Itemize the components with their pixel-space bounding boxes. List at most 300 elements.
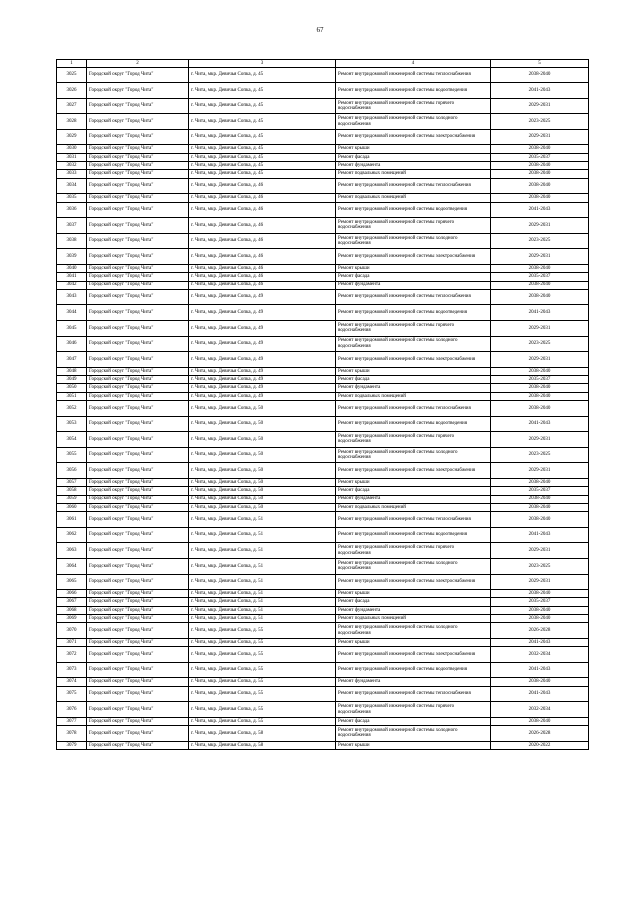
work-type-cell: Ремонт внутридомовой инженерной системы горячего водоснабжения [336,543,491,559]
column-header-5: 5 [491,60,589,68]
work-type-cell: Ремонт крыши [336,590,491,598]
municipality-cell: Городской округ "Город Чита" [87,178,189,194]
table-row [57,336,589,352]
table-row [57,249,589,265]
table-row [57,678,589,686]
municipality-cell: Городской округ "Город Чита" [87,281,189,289]
row-number-cell: 3038 [57,233,87,249]
work-type-cell: Ремонт внутридомовой инженерной системы водоотведения [336,83,491,99]
repair-schedule-table [56,59,589,750]
address-cell: г. Чита, мкр. Девичья Сопка, д. 51 [189,527,336,543]
address-cell: г. Чита, мкр. Девичья Сопка, д. 46 [189,273,336,281]
period-cell: 2029-2031 [491,432,589,448]
table-row [57,741,589,749]
period-cell: 2038-2040 [491,384,589,392]
municipality-cell: Городской округ "Город Чита" [87,98,189,114]
period-cell: 2038-2040 [491,590,589,598]
table-row [57,463,589,479]
row-number-cell: 3026 [57,83,87,99]
municipality-cell: Городской округ "Город Чита" [87,623,189,639]
row-number-cell: 3065 [57,574,87,590]
period-cell: 2041-2043 [491,662,589,678]
work-type-cell: Ремонт внутридомовой инженерной системы электроснабжения [336,352,491,368]
period-cell: 2035-2037 [491,487,589,495]
work-type-cell: Ремонт внутридомовой инженерной системы водоотведения [336,202,491,218]
municipality-cell: Городской округ "Город Чита" [87,400,189,416]
table-row [57,416,589,432]
row-number-cell: 3053 [57,416,87,432]
work-type-cell: Ремонт фасада [336,717,491,725]
work-type-cell: Ремонт крыши [336,741,491,749]
work-type-cell: Ремонт внутридомовой инженерной системы теплоснабжения [336,686,491,702]
row-number-cell: 3040 [57,264,87,272]
municipality-cell: Городской округ "Город Чита" [87,233,189,249]
row-number-cell: 3034 [57,178,87,194]
municipality-cell: Городской округ "Город Чита" [87,416,189,432]
table-row [57,614,589,622]
row-number-cell: 3050 [57,384,87,392]
work-type-cell: Ремонт внутридомовой инженерной системы холодного водоснабжения [336,726,491,742]
period-cell: 2035-2037 [491,598,589,606]
row-number-cell: 3032 [57,162,87,170]
work-type-cell: Ремонт крыши [336,638,491,646]
work-type-cell: Ремонт внутридомовой инженерной системы водоотведения [336,527,491,543]
municipality-cell: Городской округ "Город Чита" [87,662,189,678]
period-cell: 2041-2043 [491,686,589,702]
table-row [57,686,589,702]
table-row [57,400,589,416]
work-type-cell: Ремонт внутридомовой инженерной системы теплоснабжения [336,178,491,194]
period-cell: 2023-2025 [491,447,589,463]
table-row [57,194,589,202]
address-cell: г. Чита, мкр. Девичья Сопка, д. 45 [189,170,336,178]
period-cell: 2035-2037 [491,153,589,161]
municipality-cell: Городской округ "Город Чита" [87,678,189,686]
table-row [57,218,589,234]
table-row [57,543,589,559]
work-type-cell: Ремонт крыши [336,264,491,272]
row-number-cell: 3057 [57,478,87,486]
address-cell: г. Чита, мкр. Девичья Сопка, д. 49 [189,392,336,400]
table-row [57,495,589,503]
table-row [57,503,589,511]
table-row [57,321,589,337]
period-cell: 2038-2040 [491,162,589,170]
table-row [57,432,589,448]
municipality-cell: Городской округ "Город Чита" [87,145,189,153]
work-type-cell: Ремонт внутридомовой инженерной системы электроснабжения [336,647,491,663]
period-cell: 2041-2043 [491,638,589,646]
table-row [57,83,589,99]
address-cell: г. Чита, мкр. Девичья Сопка, д. 55 [189,702,336,718]
municipality-cell: Городской округ "Город Чита" [87,83,189,99]
work-type-cell: Ремонт крыши [336,367,491,375]
address-cell: г. Чита, мкр. Девичья Сопка, д. 55 [189,686,336,702]
municipality-cell: Городской округ "Город Чита" [87,352,189,368]
municipality-cell: Городской округ "Город Чита" [87,321,189,337]
row-number-cell: 3052 [57,400,87,416]
municipality-cell: Городской округ "Город Чита" [87,273,189,281]
row-number-cell: 3071 [57,638,87,646]
address-cell: г. Чита, мкр. Девичья Сопка, д. 45 [189,153,336,161]
work-type-cell: Ремонт внутридомовой инженерной системы теплоснабжения [336,289,491,305]
row-number-cell: 3027 [57,98,87,114]
address-cell: г. Чита, мкр. Девичья Сопка, д. 49 [189,321,336,337]
table-body [57,67,589,750]
work-type-cell: Ремонт крыши [336,145,491,153]
period-cell: 2029-2031 [491,543,589,559]
municipality-cell: Городской округ "Город Чита" [87,218,189,234]
work-type-cell: Ремонт фундамента [336,162,491,170]
address-cell: г. Чита, мкр. Девичья Сопка, д. 45 [189,83,336,99]
period-cell: 2029-2031 [491,574,589,590]
address-cell: г. Чита, мкр. Девичья Сопка, д. 50 [189,487,336,495]
row-number-cell: 3060 [57,503,87,511]
address-cell: г. Чита, мкр. Девичья Сопка, д. 51 [189,512,336,528]
table-row [57,384,589,392]
work-type-cell: Ремонт внутридомовой инженерной системы теплоснабжения [336,67,491,83]
period-cell: 2029-2031 [491,98,589,114]
period-cell: 2038-2040 [491,194,589,202]
work-type-cell: Ремонт фундамента [336,281,491,289]
table-row [57,67,589,83]
work-type-cell: Ремонт внутридомовой инженерной системы электроснабжения [336,463,491,479]
table-row [57,98,589,114]
period-cell: 2038-2040 [491,281,589,289]
period-cell: 2038-2040 [491,289,589,305]
period-cell: 2029-2031 [491,249,589,265]
municipality-cell: Городской округ "Город Чита" [87,590,189,598]
address-cell: г. Чита, мкр. Девичья Сопка, д. 51 [189,543,336,559]
address-cell: г. Чита, мкр. Девичья Сопка, д. 46 [189,233,336,249]
work-type-cell: Ремонт внутридомовой инженерной системы холодного водоснабжения [336,558,491,574]
column-header-4: 4 [336,60,491,68]
address-cell: г. Чита, мкр. Девичья Сопка, д. 51 [189,606,336,614]
row-number-cell: 3031 [57,153,87,161]
address-cell: г. Чита, мкр. Девичья Сопка, д. 50 [189,478,336,486]
municipality-cell: Городской округ "Город Чита" [87,512,189,528]
table-header-row [57,60,589,68]
address-cell: г. Чита, мкр. Девичья Сопка, д. 45 [189,67,336,83]
row-number-cell: 3079 [57,741,87,749]
table-row [57,662,589,678]
address-cell: г. Чита, мкр. Девичья Сопка, д. 46 [189,194,336,202]
address-cell: г. Чита, мкр. Девичья Сопка, д. 45 [189,114,336,130]
row-number-cell: 3025 [57,67,87,83]
address-cell: г. Чита, мкр. Девичья Сопка, д. 50 [189,432,336,448]
work-type-cell: Ремонт внутридомовой инженерной системы холодного водоснабжения [336,114,491,130]
work-type-cell: Ремонт внутридомовой инженерной системы электроснабжения [336,129,491,145]
municipality-cell: Городской округ "Город Чита" [87,264,189,272]
work-type-cell: Ремонт фасада [336,153,491,161]
period-cell: 2041-2043 [491,416,589,432]
page-number: 67 [316,26,324,34]
row-number-cell: 3059 [57,495,87,503]
work-type-cell: Ремонт внутридомовой инженерной системы горячего водоснабжения [336,702,491,718]
period-cell: 2029-2031 [491,129,589,145]
period-cell: 2023-2025 [491,336,589,352]
period-cell: 2038-2040 [491,678,589,686]
address-cell: г. Чита, мкр. Девичья Сопка, д. 51 [189,558,336,574]
work-type-cell: Ремонт фасада [336,487,491,495]
work-type-cell: Ремонт подвальных помещений [336,170,491,178]
address-cell: г. Чита, мкр. Девичья Сопка, д. 49 [189,305,336,321]
work-type-cell: Ремонт внутридомовой инженерной системы горячего водоснабжения [336,321,491,337]
municipality-cell: Городской округ "Город Чита" [87,598,189,606]
table-row [57,153,589,161]
work-type-cell: Ремонт подвальных помещений [336,392,491,400]
municipality-cell: Городской округ "Город Чита" [87,574,189,590]
table-row [57,202,589,218]
work-type-cell: Ремонт внутридомовой инженерной системы горячего водоснабжения [336,98,491,114]
municipality-cell: Городской округ "Город Чита" [87,194,189,202]
municipality-cell: Городской округ "Город Чита" [87,614,189,622]
row-number-cell: 3062 [57,527,87,543]
row-number-cell: 3078 [57,726,87,742]
period-cell: 2038-2040 [491,512,589,528]
table-row [57,376,589,384]
row-number-cell: 3049 [57,376,87,384]
period-cell: 2029-2031 [491,218,589,234]
table-row [57,478,589,486]
table-row [57,305,589,321]
municipality-cell: Городской округ "Город Чита" [87,367,189,375]
municipality-cell: Городской округ "Город Чита" [87,305,189,321]
row-number-cell: 3044 [57,305,87,321]
period-cell: 2023-2025 [491,114,589,130]
period-cell: 2038-2040 [491,170,589,178]
address-cell: г. Чита, мкр. Девичья Сопка, д. 45 [189,162,336,170]
table-row [57,273,589,281]
address-cell: г. Чита, мкр. Девичья Сопка, д. 46 [189,202,336,218]
address-cell: г. Чита, мкр. Девичья Сопка, д. 55 [189,717,336,725]
period-cell: 2023-2025 [491,233,589,249]
work-type-cell: Ремонт внутридомовой инженерной системы холодного водоснабжения [336,233,491,249]
table-row [57,527,589,543]
address-cell: г. Чита, мкр. Девичья Сопка, д. 45 [189,145,336,153]
address-cell: г. Чита, мкр. Девичья Сопка, д. 46 [189,218,336,234]
table-row [57,647,589,663]
work-type-cell: Ремонт фундамента [336,606,491,614]
work-type-cell: Ремонт внутридомовой инженерной системы водоотведения [336,662,491,678]
municipality-cell: Городской округ "Город Чита" [87,487,189,495]
row-number-cell: 3063 [57,543,87,559]
row-number-cell: 3074 [57,678,87,686]
table-row [57,289,589,305]
address-cell: г. Чита, мкр. Девичья Сопка, д. 55 [189,623,336,639]
work-type-cell: Ремонт внутридомовой инженерной системы горячего водоснабжения [336,218,491,234]
row-number-cell: 3072 [57,647,87,663]
table-row [57,574,589,590]
period-cell: 2038-2040 [491,717,589,725]
period-cell: 2020-2022 [491,741,589,749]
table-row [57,145,589,153]
row-number-cell: 3036 [57,202,87,218]
period-cell: 2038-2040 [491,392,589,400]
period-cell: 2023-2025 [491,558,589,574]
municipality-cell: Городской округ "Город Чита" [87,114,189,130]
period-cell: 2038-2040 [491,606,589,614]
period-cell: 2029-2031 [491,352,589,368]
row-number-cell: 3066 [57,590,87,598]
row-number-cell: 3058 [57,487,87,495]
address-cell: г. Чита, мкр. Девичья Сопка, д. 55 [189,638,336,646]
period-cell: 2038-2040 [491,178,589,194]
work-type-cell: Ремонт внутридомовой инженерной системы холодного водоснабжения [336,447,491,463]
period-cell: 2038-2040 [491,478,589,486]
address-cell: г. Чита, мкр. Девичья Сопка, д. 55 [189,662,336,678]
address-cell: г. Чита, мкр. Девичья Сопка, д. 51 [189,598,336,606]
address-cell: г. Чита, мкр. Девичья Сопка, д. 49 [189,367,336,375]
row-number-cell: 3043 [57,289,87,305]
address-cell: г. Чита, мкр. Девичья Сопка, д. 50 [189,400,336,416]
municipality-cell: Городской округ "Город Чита" [87,249,189,265]
row-number-cell: 3041 [57,273,87,281]
work-type-cell: Ремонт крыши [336,478,491,486]
municipality-cell: Городской округ "Город Чита" [87,129,189,145]
address-cell: г. Чита, мкр. Девичья Сопка, д. 55 [189,647,336,663]
address-cell: г. Чита, мкр. Девичья Сопка, д. 50 [189,416,336,432]
address-cell: г. Чита, мкр. Девичья Сопка, д. 49 [189,384,336,392]
column-header-1: 1 [57,60,87,68]
table-row [57,638,589,646]
column-header-2: 2 [87,60,189,68]
period-cell: 2038-2040 [491,503,589,511]
table-row [57,598,589,606]
period-cell: 2029-2031 [491,321,589,337]
municipality-cell: Городской округ "Город Чита" [87,702,189,718]
table-row [57,114,589,130]
work-type-cell: Ремонт фундамента [336,678,491,686]
table-row [57,352,589,368]
period-cell: 2041-2043 [491,527,589,543]
work-type-cell: Ремонт внутридомовой инженерной системы холодного водоснабжения [336,623,491,639]
municipality-cell: Городской округ "Город Чита" [87,647,189,663]
row-number-cell: 3056 [57,463,87,479]
period-cell: 2041-2043 [491,305,589,321]
address-cell: г. Чита, мкр. Девичья Сопка, д. 58 [189,741,336,749]
work-type-cell: Ремонт внутридомовой инженерной системы горячего водоснабжения [336,432,491,448]
municipality-cell: Городской округ "Город Чита" [87,162,189,170]
municipality-cell: Городской округ "Город Чита" [87,527,189,543]
work-type-cell: Ремонт подвальных помещений [336,503,491,511]
address-cell: г. Чита, мкр. Девичья Сопка, д. 51 [189,574,336,590]
address-cell: г. Чита, мкр. Девичья Сопка, д. 50 [189,495,336,503]
period-cell: 2032-2034 [491,702,589,718]
address-cell: г. Чита, мкр. Девичья Сопка, д. 51 [189,614,336,622]
work-type-cell: Ремонт внутридомовой инженерной системы теплоснабжения [336,400,491,416]
table-row [57,170,589,178]
row-number-cell: 3046 [57,336,87,352]
municipality-cell: Городской округ "Город Чита" [87,606,189,614]
work-type-cell: Ремонт фундамента [336,495,491,503]
row-number-cell: 3048 [57,367,87,375]
municipality-cell: Городской округ "Город Чита" [87,336,189,352]
period-cell: 2038-2040 [491,614,589,622]
table-row [57,702,589,718]
address-cell: г. Чита, мкр. Девичья Сопка, д. 46 [189,178,336,194]
row-number-cell: 3047 [57,352,87,368]
work-type-cell: Ремонт внутридомовой инженерной системы электроснабжения [336,249,491,265]
table-row [57,129,589,145]
work-type-cell: Ремонт подвальных помещений [336,194,491,202]
work-type-cell: Ремонт внутридомовой инженерной системы холодного водоснабжения [336,336,491,352]
row-number-cell: 3029 [57,129,87,145]
period-cell: 2041-2043 [491,83,589,99]
column-header-3: 3 [189,60,336,68]
row-number-cell: 3073 [57,662,87,678]
municipality-cell: Городской округ "Город Чита" [87,543,189,559]
table-row [57,606,589,614]
municipality-cell: Городской округ "Город Чита" [87,638,189,646]
municipality-cell: Городской округ "Город Чита" [87,686,189,702]
work-type-cell: Ремонт фасада [336,376,491,384]
table-row [57,162,589,170]
address-cell: г. Чита, мкр. Девичья Сопка, д. 46 [189,264,336,272]
address-cell: г. Чита, мкр. Девичья Сопка, д. 50 [189,447,336,463]
address-cell: г. Чита, мкр. Девичья Сопка, д. 45 [189,129,336,145]
address-cell: г. Чита, мкр. Девичья Сопка, д. 49 [189,376,336,384]
address-cell: г. Чита, мкр. Девичья Сопка, д. 50 [189,463,336,479]
address-cell: г. Чита, мкр. Девичья Сопка, д. 58 [189,726,336,742]
row-number-cell: 3055 [57,447,87,463]
row-number-cell: 3076 [57,702,87,718]
address-cell: г. Чита, мкр. Девичья Сопка, д. 50 [189,503,336,511]
municipality-cell: Городской округ "Город Чита" [87,717,189,725]
table-row [57,447,589,463]
table-row [57,367,589,375]
row-number-cell: 3042 [57,281,87,289]
row-number-cell: 3077 [57,717,87,725]
row-number-cell: 3035 [57,194,87,202]
work-type-cell: Ремонт подвальных помещений [336,614,491,622]
row-number-cell: 3045 [57,321,87,337]
row-number-cell: 3061 [57,512,87,528]
address-cell: г. Чита, мкр. Девичья Сопка, д. 51 [189,590,336,598]
row-number-cell: 3033 [57,170,87,178]
municipality-cell: Городской округ "Город Чита" [87,558,189,574]
period-cell: 2026-2028 [491,623,589,639]
municipality-cell: Городской округ "Город Чита" [87,726,189,742]
period-cell: 2038-2040 [491,67,589,83]
period-cell: 2026-2028 [491,726,589,742]
table-row [57,233,589,249]
table-row [57,264,589,272]
address-cell: г. Чита, мкр. Девичья Сопка, д. 49 [189,289,336,305]
municipality-cell: Городской округ "Город Чита" [87,432,189,448]
municipality-cell: Городской округ "Город Чита" [87,67,189,83]
table-row [57,623,589,639]
address-cell: г. Чита, мкр. Девичья Сопка, д. 49 [189,336,336,352]
table-row [57,717,589,725]
municipality-cell: Городской округ "Город Чита" [87,153,189,161]
municipality-cell: Городской округ "Город Чита" [87,478,189,486]
address-cell: г. Чита, мкр. Девичья Сопка, д. 55 [189,678,336,686]
table-row [57,558,589,574]
municipality-cell: Городской округ "Город Чита" [87,447,189,463]
work-type-cell: Ремонт внутридомовой инженерной системы водоотведения [336,416,491,432]
period-cell: 2035-2037 [491,273,589,281]
municipality-cell: Городской округ "Город Чита" [87,503,189,511]
work-type-cell: Ремонт фундамента [336,384,491,392]
period-cell: 2038-2040 [491,495,589,503]
municipality-cell: Городской округ "Город Чита" [87,741,189,749]
row-number-cell: 3075 [57,686,87,702]
period-cell: 2038-2040 [491,264,589,272]
row-number-cell: 3037 [57,218,87,234]
period-cell: 2035-2037 [491,376,589,384]
table-row [57,590,589,598]
